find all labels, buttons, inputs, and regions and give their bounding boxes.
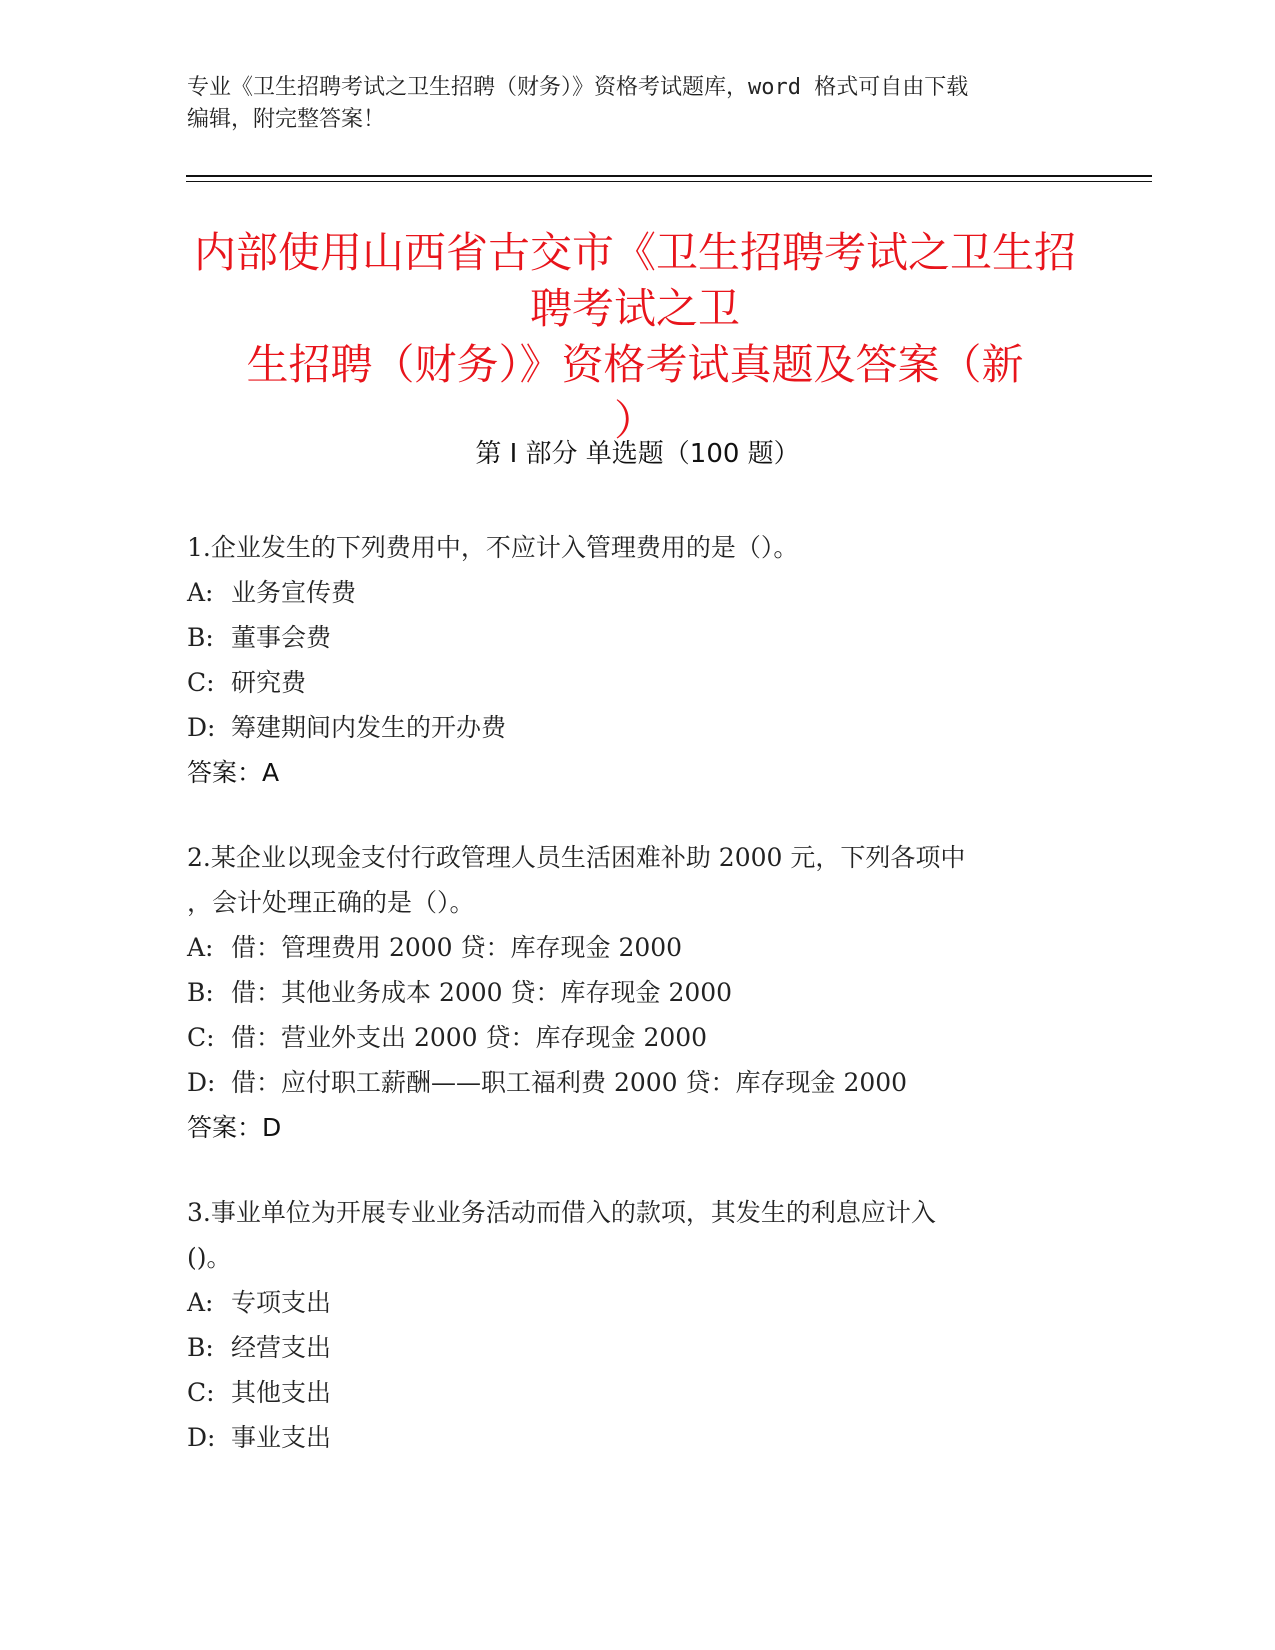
question-2 <box>187 835 1087 1150</box>
question-3 <box>187 1190 1087 1460</box>
option-text: 专项支出 <box>231 1288 332 1317</box>
option-text: 借：管理费用 2000 贷：库存现金 2000 <box>231 933 683 962</box>
option-c <box>187 1015 1087 1060</box>
option-text: 董事会费 <box>231 623 332 652</box>
option-text: 事业支出 <box>231 1423 332 1452</box>
option-label: C: <box>187 1378 215 1407</box>
header-divider-thin <box>186 181 1152 182</box>
option-d <box>187 1415 1087 1460</box>
option-text: 借：其他业务成本 2000 贷：库存现金 2000 <box>231 978 733 1007</box>
option-c <box>187 660 1087 705</box>
document-title <box>190 225 1080 449</box>
option-a <box>187 570 1087 615</box>
question-stem-line: 1.企业发生的下列费用中，不应计入管理费用的是（）。 <box>187 533 799 562</box>
question-stem-line: 2.某企业以现金支付行政管理人员生活困难补助 2000 元，下列各项中 <box>187 843 966 872</box>
option-text: 业务宣传费 <box>231 578 357 607</box>
answer: 答案：A <box>187 758 280 787</box>
option-label: D: <box>187 1423 216 1452</box>
section-title: 第 I 部分 单选题（100 题） <box>475 439 800 469</box>
option-text: 研究费 <box>231 668 307 697</box>
document-title-line-2: 生招聘（财务）》资格考试真题及答案（新 <box>246 340 1024 389</box>
document-title-line-3: ） <box>613 396 656 445</box>
option-label: C: <box>187 668 215 697</box>
option-text: 借：营业外支出 2000 贷：库存现金 2000 <box>231 1023 708 1052</box>
option-text: 其他支出 <box>231 1378 332 1407</box>
option-label: B: <box>187 623 214 652</box>
option-d <box>187 1060 1087 1105</box>
option-label: A: <box>187 933 214 962</box>
answer: 答案：D <box>187 1113 282 1142</box>
option-text: 经营支出 <box>231 1333 332 1362</box>
option-b <box>187 615 1087 660</box>
question-stem-line: ，会计处理正确的是（）。 <box>187 888 475 917</box>
option-label: A: <box>187 578 214 607</box>
question-1 <box>187 525 1087 795</box>
option-label: D: <box>187 1068 216 1097</box>
option-label: A: <box>187 1288 214 1317</box>
question-stem-line: ()。 <box>187 1243 232 1272</box>
header-note-line-1: 专业《卫生招聘考试之卫生招聘（财务）》资格考试题库，word 格式可自由下载 <box>187 75 969 100</box>
option-a <box>187 1280 1087 1325</box>
option-label: B: <box>187 1333 214 1362</box>
option-c <box>187 1370 1087 1415</box>
header-note <box>187 72 1067 136</box>
option-label: D: <box>187 713 216 742</box>
option-b <box>187 1325 1087 1370</box>
question-list <box>187 525 1087 1500</box>
option-b <box>187 970 1087 1015</box>
header-note-line-2: 编辑，附完整答案！ <box>187 107 386 132</box>
option-label: C: <box>187 1023 215 1052</box>
question-stem <box>187 525 1087 570</box>
header-divider-thick <box>186 175 1152 177</box>
option-text: 借：应付职工薪酬——职工福利费 2000 贷：库存现金 2000 <box>231 1068 908 1097</box>
option-a <box>187 925 1087 970</box>
question-stem <box>187 835 1087 925</box>
option-text: 筹建期间内发生的开办费 <box>231 713 507 742</box>
question-stem-line: 3.事业单位为开展专业业务活动而借入的款项，其发生的利息应计入 <box>187 1198 936 1227</box>
option-d <box>187 705 1087 750</box>
option-label: B: <box>187 978 214 1007</box>
document-title-line-1: 内部使用山西省古交市《卫生招聘考试之卫生招聘考试之卫 <box>193 228 1076 333</box>
question-stem <box>187 1190 1087 1280</box>
